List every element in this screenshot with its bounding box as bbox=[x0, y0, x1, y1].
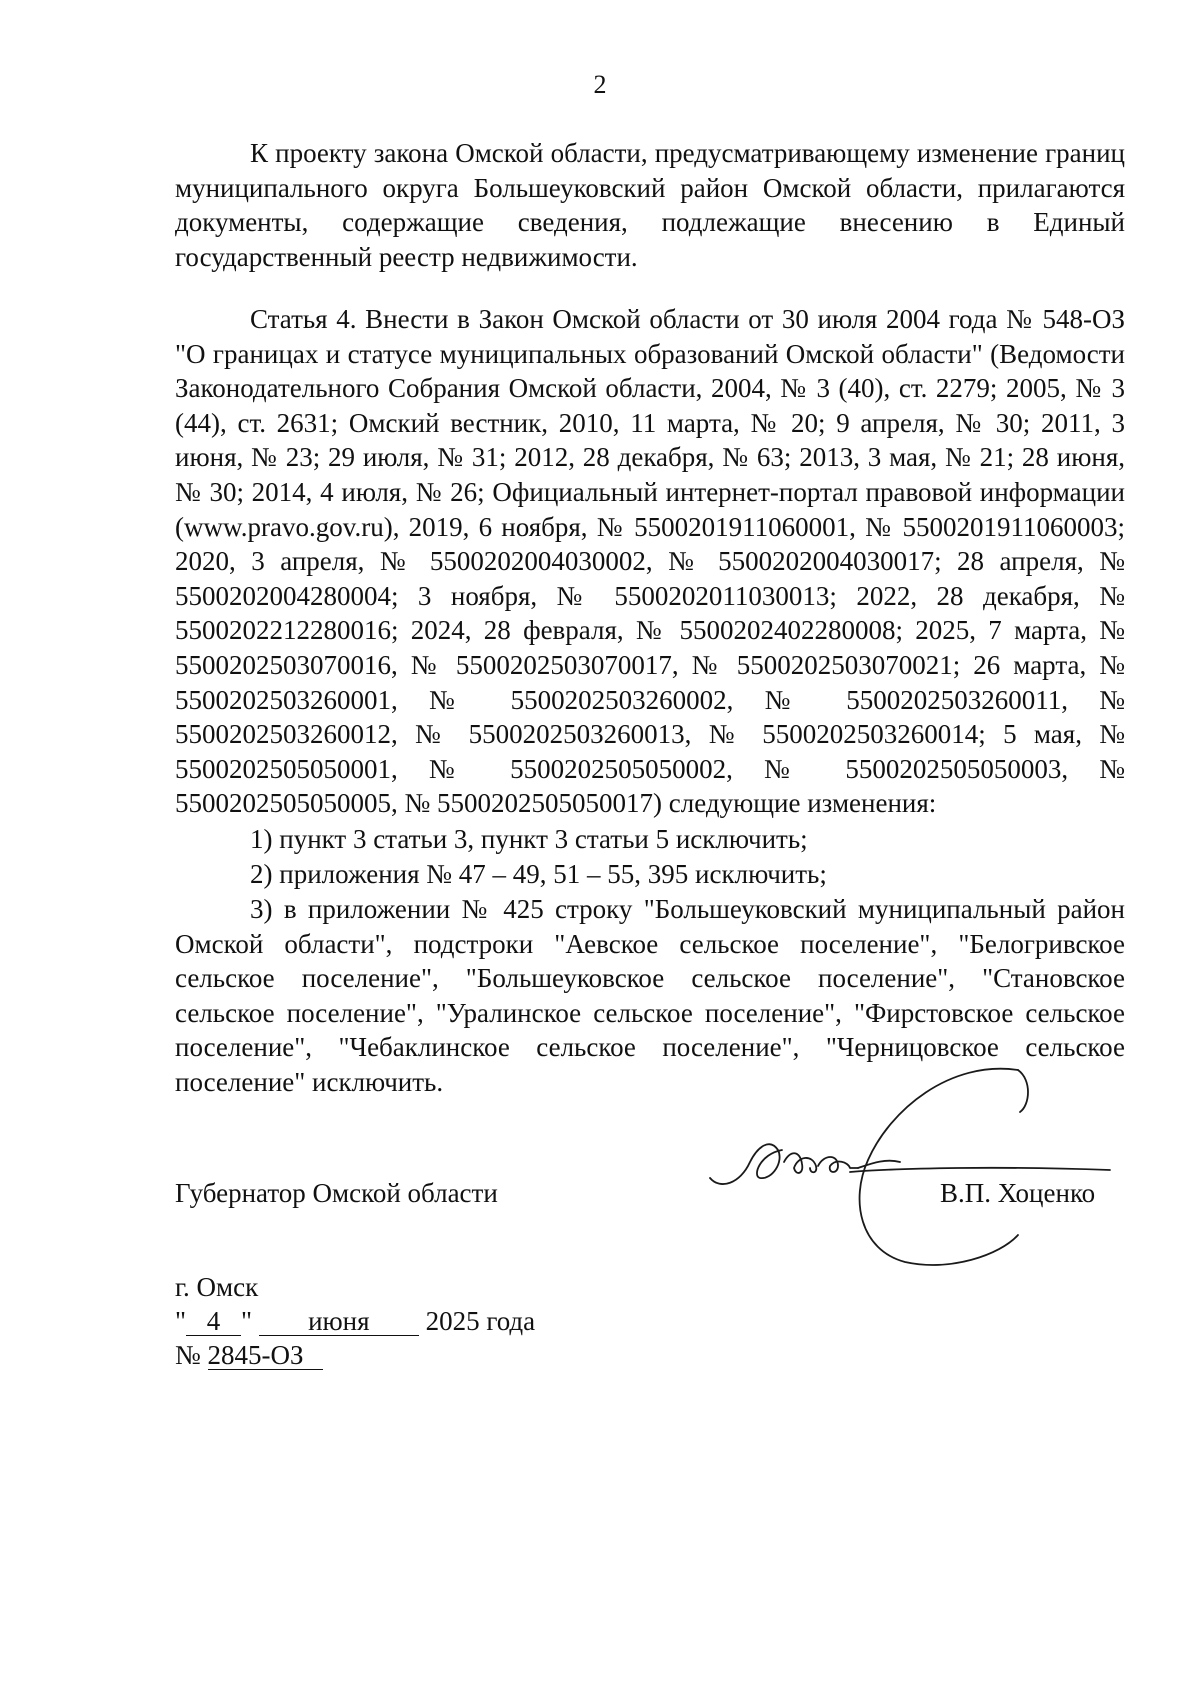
law-number-prefix: № bbox=[175, 1340, 201, 1370]
list-item-3: 3) в приложении № 425 строку "Большеуковский муниципальный район Омской области", подстроки "Аевское сельское поселение", "Белогривское сельское поселение", "Большеуковское сельское поселение", "Становское сельское поселение", "Уралинское сельское поселение", "Фирстовское сельское поселение", "Чебаклинское сельское поселение", "Черницовское сельское поселение" исключить. bbox=[175, 894, 1125, 1097]
paragraph-attachments: К проекту закона Омской области, предусматривающему изменение границ муниципального округа Большеуковский район Омской области, прилагаются документы, содержащие сведения, подлежащие внесению в Единый государственный реестр недвижимости. bbox=[175, 138, 1125, 272]
date-open-quote: " bbox=[175, 1306, 187, 1336]
place-of-signing: г. Омск bbox=[175, 1272, 259, 1302]
paragraph-article-4: Статья 4. Внести в Закон Омской области от 30 июля 2004 года № 548-ОЗ "О границах и статусе муниципальных образований Омской области" (Ведомости Законодательного Собрания Омской области, 2004, № 3 (40), ст. 2279; 2005, № 3 (44), ст. 2631; Омский вестник, 2010, 11 марта, № 20; 9 апреля, № 30; 2011, 3 июня, № 23; 29 июля, № 31; 2012, 28 декабря, № 63; 2013, 3 мая, № 21; 28 июня, № 30; 2014, 4 июля, № 26; Официальный интернет-портал правовой информации (www.pravo.gov.ru), 2019, 6 ноября, № 5500201911060001, № 5500201911060003; 2020, 3 апреля, № 5500202004030002, № 5500202004030017; 28 апреля, № 5500202004280004; 3 ноября, № 5500202011030013; 2022, 28 декабря, № 5500202212280016; 2024, 28 февраля, № 5500202402280008; 2025, 7 марта, № 5500202503070016, № 5500202503070017, № 5500202503070021; 26 марта, № 5500202503260001, № 5500202503260002, № 5500202503260011, № 5500202503260012, № 5500202503260013, № 5500202503260014; 5 мая, № 5500202505050001, № 5500202505050002, № 5500202505050003, № 5500202505050005, № 5500202505050017) следующие изменения: bbox=[175, 304, 1125, 819]
law-number-value: 2845-ОЗ bbox=[208, 1341, 323, 1370]
date-close-quote: " bbox=[241, 1306, 253, 1336]
date-year: 2025 года bbox=[425, 1306, 536, 1336]
handwritten-signature bbox=[700, 1050, 1120, 1280]
law-number bbox=[175, 1340, 323, 1371]
signatory-title: Губернатор Омской области bbox=[175, 1178, 498, 1208]
signing-date bbox=[175, 1306, 535, 1337]
list-item-1: 1) пункт 3 статьи 3, пункт 3 статьи 5 исключить; bbox=[250, 824, 808, 854]
date-day: 4 bbox=[186, 1307, 241, 1336]
signatory-name: В.П. Хоценко bbox=[940, 1178, 1096, 1208]
page-number: 2 bbox=[593, 70, 607, 99]
list-item-2: 2) приложения № 47 – 49, 51 – 55, 395 исключить; bbox=[250, 859, 827, 889]
date-month: июня bbox=[259, 1307, 419, 1336]
